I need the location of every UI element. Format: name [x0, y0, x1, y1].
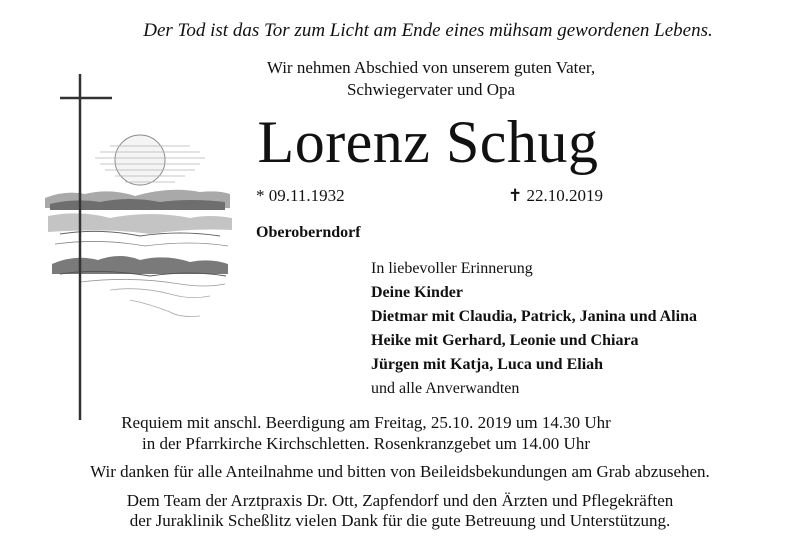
dedication-line-1: Dem Team der Arztpraxis Dr. Ott, Zapfendorf und den Ärzten und Pflegekräften — [126, 491, 674, 510]
small-cross-icon: ✝ — [508, 186, 523, 205]
cross-icon — [60, 74, 112, 420]
landscape-moon-illustration — [40, 68, 240, 428]
requiem-line-1: Requiem mit anschl. Beerdigung am Freitag, 25.10. 2019 um 14.30 Uhr — [121, 413, 611, 432]
deceased-name: Lorenz Schug — [257, 109, 599, 175]
requiem-line-2: in der Pfarrkirche Kirchschletten. Rosenkranzgebet um 14.00 Uhr — [142, 434, 590, 453]
mourner-line-5: Jürgen mit Katja, Luca und Eliah — [371, 356, 604, 373]
mourner-line-4: Heike mit Gerhard, Leonie und Chiara — [371, 332, 639, 349]
hometown: Oberoberndorf — [256, 224, 361, 241]
mourner-line-3: Dietmar mit Claudia, Patrick, Janina und Alina — [371, 308, 697, 325]
death-date-group — [508, 186, 603, 206]
mourner-line-6: und alle Anverwandten — [371, 380, 520, 397]
dedication-line-2: der Juraklinik Scheßlitz vielen Dank für die gute Betreuung und Unterstützung. — [129, 511, 671, 530]
intro-line-2: Schwiegervater und Opa — [346, 80, 516, 99]
birth-date: * 09.11.1932 — [256, 186, 345, 205]
intro-line-1: Wir nehmen Abschied von unserem guten Vater, — [266, 58, 596, 77]
mourner-line-2: Deine Kinder — [371, 284, 463, 301]
motto-quote: Der Tod ist das Tor zum Licht am Ende eines mühsam gewordenen Lebens. — [143, 20, 713, 41]
death-date: 22.10.2019 — [526, 186, 603, 205]
mourner-line-1: In liebevoller Erinnerung — [371, 260, 533, 277]
thanks-note: Wir danken für alle Anteilnahme und bitten von Beileidsbekundungen am Grab abzusehen. — [90, 462, 710, 481]
